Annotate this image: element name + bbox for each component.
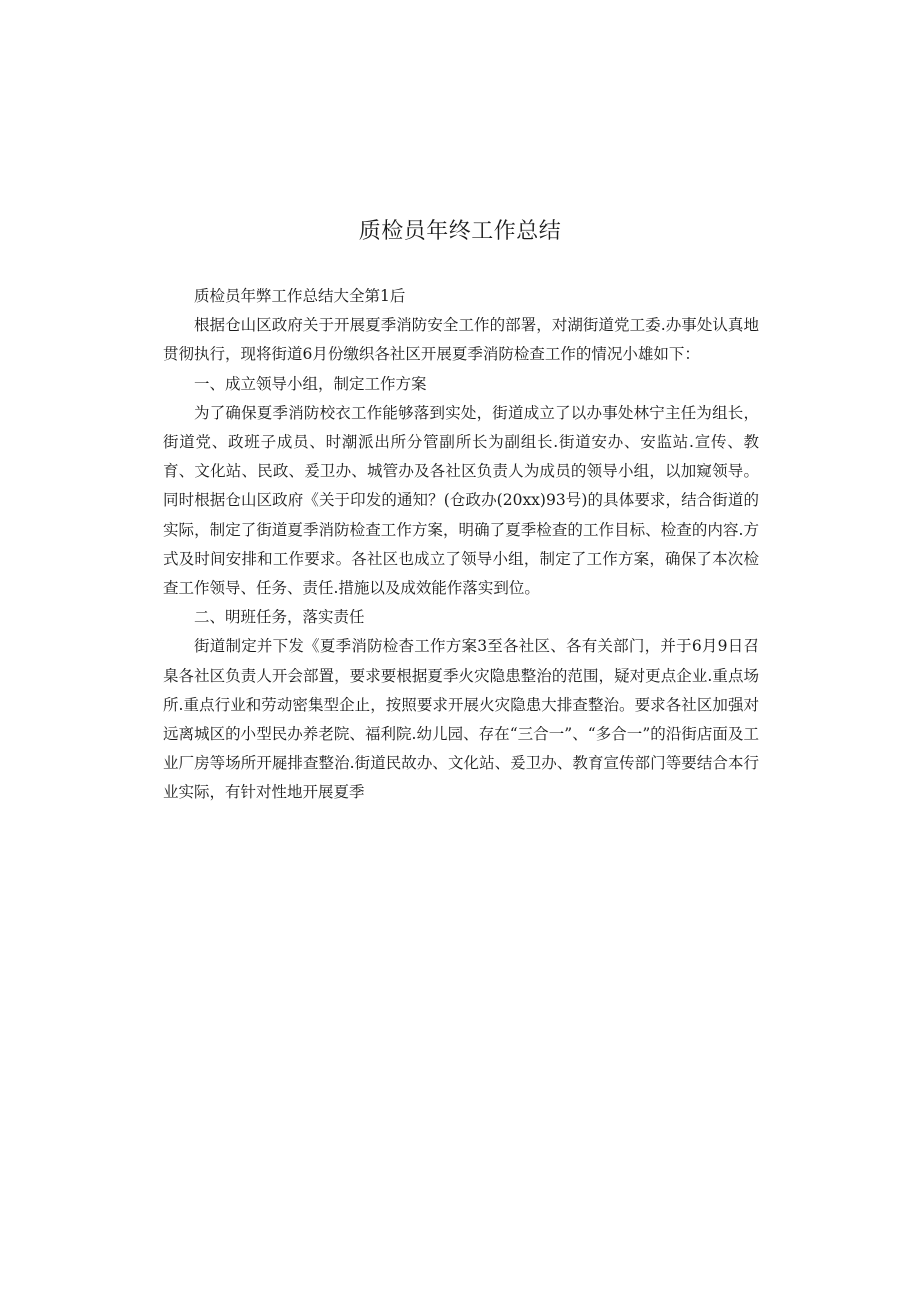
section-heading-1: 一、成立领导小组，制定工作方案 — [194, 374, 427, 393]
paragraph-section-1: 为了确保夏季消防校衣工作能够落到实处，街道成立了以办事处林宁主任为组长，街道党、政班子成员、时潮派出所分管副所长为副组长.街道安办、安监站.宣传、教育、文化站、民政、爰卫办、城管办及各社区负责人为成员的领导小组，以加窥领导。同时根据仓山区政府《关于印发的通知？(仓政办(20xx)93号)的具体要求，结合街道的实际，制定了街道夏季消防检查工作方案，明确了夏季检查的工作目标、检查的内容.方式及时间安排和工作要求。各社区也成立了领导小组，制定了工作方案，确保了本次检查工作领导、任务、责任.措施以及成效能作落实到位。 — [163, 403, 759, 598]
paragraph-subtitle: 质检员年弊工作总结大全第1后 — [194, 287, 406, 305]
section-heading-2: 二、明班任务，落实责任 — [194, 608, 365, 627]
paragraph-section-2: 街道制定并下发《夏季消防检杳工作方案3至各社区、各有关部门，并于6月9日召臬各社区负责人开会部置，要求要根据夏季火灾隐患整治的范围，疑对更点企业.重点场所.重点行业和劳动密集型企止，按照要求开展火灾隐患大排查整治。要求各社区加强对远离城区的小型民办养老院、福利院.幼儿园、存在“三合一”、“多合一”的沿街店面及工业厂房等场所开屣排查整治.街道民故办、文化站、爰卫办、教育宣传部门等要结合本行业实际，有针对性地开展夏季 — [163, 637, 759, 802]
document-body — [163, 282, 759, 808]
paragraph-intro: 根据仓山区政府关于开展夏季消防安全工作的部署，对湖街道党工委.办事处认真地贯彻执行，现将街道6月份缴织各社区开展夏季消防检查工作的情况小雄如下： — [163, 316, 759, 364]
document-title: 质检员年终工作总结 — [358, 219, 562, 244]
